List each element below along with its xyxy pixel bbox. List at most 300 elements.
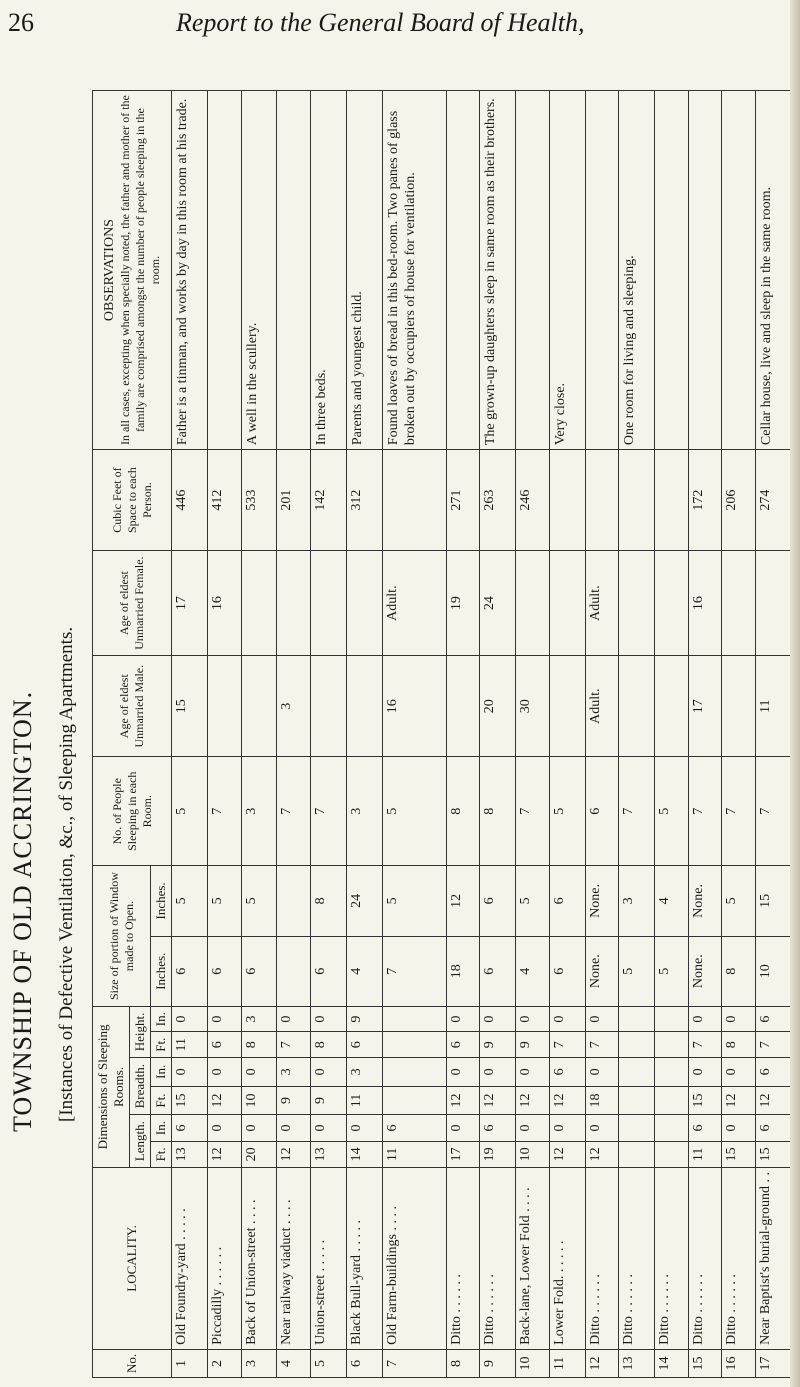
cell-li [655, 1115, 689, 1141]
cell-w1: 4 [516, 936, 550, 1006]
cell-lf [619, 1141, 655, 1167]
cell-w1: 8 [722, 936, 756, 1006]
cell-male [207, 656, 241, 757]
cell-li: 0 [585, 1115, 619, 1141]
cell-cubic: 172 [688, 450, 722, 551]
cell-hf: 7 [549, 1032, 585, 1058]
cell-w2: 3 [619, 866, 655, 936]
cell-obs [585, 91, 619, 450]
cell-no: 17 [755, 1349, 791, 1377]
table-row [688, 91, 722, 1378]
cell-hf: 7 [688, 1032, 722, 1058]
cell-lf: 14 [346, 1141, 382, 1167]
cell-cubic [549, 450, 585, 551]
cell-no: 12 [585, 1349, 619, 1377]
cell-li: 0 [549, 1115, 585, 1141]
cell-w2: 5 [516, 866, 550, 936]
cell-lf [655, 1141, 689, 1167]
cell-no: 7 [382, 1349, 446, 1377]
cell-cubic: 142 [311, 450, 347, 551]
cell-li: 0 [446, 1115, 480, 1141]
cell-cubic [619, 450, 655, 551]
cell-hi: 0 [688, 1006, 722, 1032]
cell-w1: 6 [549, 936, 585, 1006]
cell-cubic: 533 [241, 450, 277, 551]
cell-bf: 11 [346, 1086, 382, 1115]
cell-cubic: 201 [277, 450, 311, 551]
cell-bf: 15 [688, 1086, 722, 1115]
cell-people: 5 [382, 757, 446, 866]
cell-w2: 6 [480, 866, 516, 936]
cell-hf: 8 [241, 1032, 277, 1058]
cell-female: 17 [172, 550, 208, 655]
cell-people: 7 [722, 757, 756, 866]
cell-female: 19 [446, 550, 480, 655]
cell-loc: Back of Union-street . . . . [241, 1168, 277, 1350]
table-row [585, 91, 619, 1378]
running-title: Report to the General Board of Health, [176, 8, 585, 37]
col-people: No. of People Sleeping in each Room. [93, 757, 172, 866]
cell-obs [516, 91, 550, 450]
cell-cubic [382, 450, 446, 551]
cell-bi: 0 [516, 1058, 550, 1087]
cell-people: 7 [516, 757, 550, 866]
cell-female: 24 [480, 550, 516, 655]
cell-bi [655, 1058, 689, 1087]
cell-bi: 0 [688, 1058, 722, 1087]
cell-people: 7 [311, 757, 347, 866]
cell-cubic: 274 [755, 450, 791, 551]
cell-w1: 18 [446, 936, 480, 1006]
cell-no: 8 [446, 1349, 480, 1377]
cell-no: 9 [480, 1349, 516, 1377]
cell-lf: 15 [755, 1141, 791, 1167]
cell-bf: 12 [480, 1086, 516, 1115]
cell-cubic: 271 [446, 450, 480, 551]
cell-w2: None. [585, 866, 619, 936]
cell-w2: 8 [311, 866, 347, 936]
cell-people: 5 [655, 757, 689, 866]
cell-male [446, 656, 480, 757]
cell-cubic: 446 [172, 450, 208, 551]
cell-hi: 0 [446, 1006, 480, 1032]
cell-li: 0 [346, 1115, 382, 1141]
unit-in: In. [151, 1058, 172, 1087]
page-number: 26 [8, 8, 34, 37]
cell-no: 3 [241, 1349, 277, 1377]
cell-li: 6 [172, 1115, 208, 1141]
unit-in: In. [151, 1115, 172, 1141]
cell-bi: 6 [549, 1058, 585, 1087]
cell-obs [446, 91, 480, 450]
cell-loc: Piccadilly . . . . . . [207, 1168, 241, 1350]
cell-loc: Ditto . . . . . . [688, 1168, 722, 1350]
cell-female [241, 550, 277, 655]
cell-male [241, 656, 277, 757]
cell-w1: 4 [346, 936, 382, 1006]
cell-people: 8 [480, 757, 516, 866]
unit-in: In. [151, 1006, 172, 1032]
cell-female: 16 [688, 550, 722, 655]
cell-w2: 24 [346, 866, 382, 936]
table-row [207, 91, 241, 1378]
unit-inches: Inches. [151, 936, 172, 1006]
cell-bi: 6 [755, 1058, 791, 1087]
table-row [311, 91, 347, 1378]
cell-loc: Ditto . . . . . . [446, 1168, 480, 1350]
cell-cubic: 412 [207, 450, 241, 551]
page-header [0, 0, 800, 80]
cell-w2: 5 [207, 866, 241, 936]
page-edge [790, 0, 800, 1387]
cell-no: 2 [207, 1349, 241, 1377]
cell-people: 7 [619, 757, 655, 866]
cell-people: 6 [585, 757, 619, 866]
cell-lf: 10 [516, 1141, 550, 1167]
cell-male: 11 [755, 656, 791, 757]
cell-male: 20 [480, 656, 516, 757]
cell-obs: The grown-up daughters sleep in same room as their brothers. [480, 91, 516, 450]
table-row [549, 91, 585, 1378]
col-window: Size of portion of Window made to Open. [93, 866, 151, 1007]
cell-li: 0 [722, 1115, 756, 1141]
cell-bi [382, 1058, 446, 1087]
cell-w2: 5 [241, 866, 277, 936]
cell-w1: 6 [172, 936, 208, 1006]
cell-male [722, 656, 756, 757]
cell-male: 16 [382, 656, 446, 757]
cell-w2: None. [688, 866, 722, 936]
cell-loc: Old Foundry-yard . . . . . [172, 1168, 208, 1350]
cell-obs [688, 91, 722, 450]
table-row [619, 91, 655, 1378]
cell-cubic: 263 [480, 450, 516, 551]
cell-people: 7 [755, 757, 791, 866]
cell-no: 16 [722, 1349, 756, 1377]
document-title: TOWNSHIP OF OLD ACCRINGTON. [8, 690, 37, 1132]
cell-bf: 12 [549, 1086, 585, 1115]
cell-hi: 9 [346, 1006, 382, 1032]
cell-w1 [277, 936, 311, 1006]
table-row [277, 91, 311, 1378]
cell-bf: 12 [722, 1086, 756, 1115]
cell-hf: 7 [585, 1032, 619, 1058]
cell-cubic: 206 [722, 450, 756, 551]
cell-hf [655, 1032, 689, 1058]
cell-w1: 5 [655, 936, 689, 1006]
cell-bi: 0 [722, 1058, 756, 1087]
cell-no: 10 [516, 1349, 550, 1377]
cell-loc: Near railway viaduct . . . . [277, 1168, 311, 1350]
cell-cubic: 246 [516, 450, 550, 551]
cell-loc: Ditto . . . . . . [585, 1168, 619, 1350]
cell-lf: 15 [722, 1141, 756, 1167]
cell-hi [619, 1006, 655, 1032]
cell-hi: 0 [277, 1006, 311, 1032]
cell-lf: 19 [480, 1141, 516, 1167]
cell-no: 4 [277, 1349, 311, 1377]
cell-w1: 6 [311, 936, 347, 1006]
cell-hi: 0 [311, 1006, 347, 1032]
table-row [655, 91, 689, 1378]
cell-hf: 9 [480, 1032, 516, 1058]
cell-hf: 7 [755, 1032, 791, 1058]
cell-loc: Old Farm-buildings . . . . [382, 1168, 446, 1350]
cell-lf: 11 [382, 1141, 446, 1167]
cell-loc: Back-lane, Lower Fold . . . . [516, 1168, 550, 1350]
cell-bi: 3 [346, 1058, 382, 1087]
table-row [346, 91, 382, 1378]
cell-obs: One room for living and sleeping. [619, 91, 655, 450]
cell-female [549, 550, 585, 655]
cell-lf: 12 [207, 1141, 241, 1167]
cell-male [619, 656, 655, 757]
cell-hf: 6 [346, 1032, 382, 1058]
cell-li: 0 [311, 1115, 347, 1141]
cell-lf: 13 [311, 1141, 347, 1167]
cell-people: 3 [346, 757, 382, 866]
cell-bi: 0 [446, 1058, 480, 1087]
cell-people: 5 [549, 757, 585, 866]
cell-hi: 0 [722, 1006, 756, 1032]
cell-female [655, 550, 689, 655]
cell-hi [382, 1006, 446, 1032]
cell-bi: 0 [585, 1058, 619, 1087]
cell-w1: 6 [241, 936, 277, 1006]
cell-hi [655, 1006, 689, 1032]
cell-hf [382, 1032, 446, 1058]
cell-w2: 5 [382, 866, 446, 936]
cell-lf: 11 [688, 1141, 722, 1167]
cell-hi: 0 [480, 1006, 516, 1032]
col-dimensions: Dimensions of Sleeping Rooms. [93, 1006, 130, 1167]
cell-female: Adult. [585, 550, 619, 655]
cell-hi: 0 [516, 1006, 550, 1032]
cell-obs [722, 91, 756, 450]
cell-hf: 9 [516, 1032, 550, 1058]
col-no: No. [93, 1349, 172, 1377]
cell-li: 6 [688, 1115, 722, 1141]
cell-loc: Union-street . . . . . [311, 1168, 347, 1350]
cell-w2: 12 [446, 866, 480, 936]
cell-bi: 3 [277, 1058, 311, 1087]
cell-bf: 9 [277, 1086, 311, 1115]
cell-bi: 0 [172, 1058, 208, 1087]
side-title [0, 80, 80, 1380]
cell-bi: 0 [311, 1058, 347, 1087]
cell-obs [207, 91, 241, 450]
cell-no: 13 [619, 1349, 655, 1377]
cell-obs: Father is a tinman, and works by day in this room at his trade. [172, 91, 208, 450]
col-height: Height. [130, 1006, 151, 1057]
unit-ft: Ft. [151, 1141, 172, 1167]
cell-bi: 0 [480, 1058, 516, 1087]
cell-hf: 8 [311, 1032, 347, 1058]
cell-obs: Parents and youngest child. [346, 91, 382, 450]
unit-ft: Ft. [151, 1086, 172, 1115]
cell-loc: Near Baptist's burial-ground . . [755, 1168, 791, 1350]
cell-male: 15 [172, 656, 208, 757]
cell-obs: Very close. [549, 91, 585, 450]
cell-bf: 12 [207, 1086, 241, 1115]
cell-hf: 7 [277, 1032, 311, 1058]
cell-w1: None. [688, 936, 722, 1006]
cell-bf [619, 1086, 655, 1115]
cell-hf: 6 [207, 1032, 241, 1058]
cell-obs: In three beds. [311, 91, 347, 450]
unit-inches: Inches. [151, 866, 172, 936]
cell-no: 14 [655, 1349, 689, 1377]
cell-bf: 9 [311, 1086, 347, 1115]
cell-female [346, 550, 382, 655]
col-age-male: Age of eldest Unmarried Male. [93, 656, 172, 757]
cell-obs [655, 91, 689, 450]
table-row [755, 91, 791, 1378]
cell-obs: Found loaves of bread in this bed-room. Two panes of glass broken out by occupiers of house for ventilation. [382, 91, 446, 450]
cell-w1: 6 [207, 936, 241, 1006]
cell-hf [619, 1032, 655, 1058]
cell-hi: 0 [172, 1006, 208, 1032]
unit-ft: Ft. [151, 1032, 172, 1058]
cell-bf: 10 [241, 1086, 277, 1115]
cell-lf: 12 [277, 1141, 311, 1167]
cell-cubic [655, 450, 689, 551]
cell-people: 3 [241, 757, 277, 866]
cell-w2: 5 [722, 866, 756, 936]
cell-female: Adult. [382, 550, 446, 655]
cell-people: 7 [688, 757, 722, 866]
cell-people: 7 [207, 757, 241, 866]
cell-li [619, 1115, 655, 1141]
document-subtitle: [Instances of Defective Ventilation, &c., of Sleeping Apartments. [56, 626, 77, 1122]
cell-no: 11 [549, 1349, 585, 1377]
cell-female [516, 550, 550, 655]
table-row [480, 91, 516, 1378]
cell-female [311, 550, 347, 655]
cell-bi [619, 1058, 655, 1087]
cell-li: 6 [382, 1115, 446, 1141]
cell-li: 6 [755, 1115, 791, 1141]
cell-lf: 12 [585, 1141, 619, 1167]
cell-hi: 6 [755, 1006, 791, 1032]
cell-obs [277, 91, 311, 450]
cell-male: 17 [688, 656, 722, 757]
observations-intro: In all cases, excepting when specially noted, the father and mother of the family are comprised amongst the number of people sleeping in the room. [118, 95, 163, 446]
cell-hi: 3 [241, 1006, 277, 1032]
cell-w2: 5 [172, 866, 208, 936]
cell-no: 6 [346, 1349, 382, 1377]
cell-lf: 20 [241, 1141, 277, 1167]
cell-hf: 8 [722, 1032, 756, 1058]
cell-hf: 6 [446, 1032, 480, 1058]
col-cubic: Cubic Feet of Space to each Person. [93, 450, 172, 551]
cell-loc: Ditto . . . . . . [480, 1168, 516, 1350]
cell-bi: 0 [241, 1058, 277, 1087]
col-breadth: Breadth. [130, 1058, 151, 1115]
cell-male: Adult. [585, 656, 619, 757]
cell-male: 30 [516, 656, 550, 757]
cell-bf: 12 [755, 1086, 791, 1115]
cell-female [277, 550, 311, 655]
ventilation-table [92, 90, 792, 1378]
cell-female [722, 550, 756, 655]
cell-female [619, 550, 655, 655]
cell-li: 0 [277, 1115, 311, 1141]
table-row [446, 91, 480, 1378]
cell-hi: 0 [585, 1006, 619, 1032]
table-row [516, 91, 550, 1378]
col-observations [93, 91, 172, 450]
cell-lf: 13 [172, 1141, 208, 1167]
cell-cubic: 312 [346, 450, 382, 551]
cell-li: 0 [207, 1115, 241, 1141]
cell-w1: None. [585, 936, 619, 1006]
cell-w2: 15 [755, 866, 791, 936]
cell-obs: A well in the scullery. [241, 91, 277, 450]
cell-li: 0 [241, 1115, 277, 1141]
cell-w1: 6 [480, 936, 516, 1006]
table-row [172, 91, 208, 1378]
cell-people: 8 [446, 757, 480, 866]
cell-loc: Black Bull-yard . . . . . [346, 1168, 382, 1350]
cell-li: 0 [516, 1115, 550, 1141]
cell-male: 3 [277, 656, 311, 757]
cell-male [346, 656, 382, 757]
cell-male [311, 656, 347, 757]
cell-bf: 12 [446, 1086, 480, 1115]
cell-people: 5 [172, 757, 208, 866]
cell-loc: Lower Fold. . . . . . [549, 1168, 585, 1350]
observations-title: OBSERVATIONS [101, 219, 117, 322]
cell-male [549, 656, 585, 757]
cell-loc: Ditto . . . . . . [619, 1168, 655, 1350]
cell-bi: 0 [207, 1058, 241, 1087]
cell-people: 7 [277, 757, 311, 866]
cell-lf: 17 [446, 1141, 480, 1167]
cell-w1: 7 [382, 936, 446, 1006]
cell-male [655, 656, 689, 757]
cell-w2: 4 [655, 866, 689, 936]
cell-w1: 5 [619, 936, 655, 1006]
cell-no: 1 [172, 1349, 208, 1377]
cell-female [755, 550, 791, 655]
cell-li: 6 [480, 1115, 516, 1141]
cell-obs: Cellar house, live and sleep in the same room. [755, 91, 791, 450]
cell-no: 15 [688, 1349, 722, 1377]
cell-loc: Ditto . . . . . . [655, 1168, 689, 1350]
table-row [382, 91, 446, 1378]
cell-w1: 10 [755, 936, 791, 1006]
cell-cubic [585, 450, 619, 551]
col-age-female: Age of eldest Unmarried Female. [93, 550, 172, 655]
cell-bf: 15 [172, 1086, 208, 1115]
cell-bf: 12 [516, 1086, 550, 1115]
cell-hf: 11 [172, 1032, 208, 1058]
cell-loc: Ditto . . . . . . [722, 1168, 756, 1350]
cell-bf [382, 1086, 446, 1115]
table-row [722, 91, 756, 1378]
cell-hi: 0 [207, 1006, 241, 1032]
table-row [241, 91, 277, 1378]
cell-female: 16 [207, 550, 241, 655]
cell-w2 [277, 866, 311, 936]
cell-lf: 12 [549, 1141, 585, 1167]
cell-bf [655, 1086, 689, 1115]
cell-no: 5 [311, 1349, 347, 1377]
cell-hi: 0 [549, 1006, 585, 1032]
cell-bf: 18 [585, 1086, 619, 1115]
cell-w2: 6 [549, 866, 585, 936]
